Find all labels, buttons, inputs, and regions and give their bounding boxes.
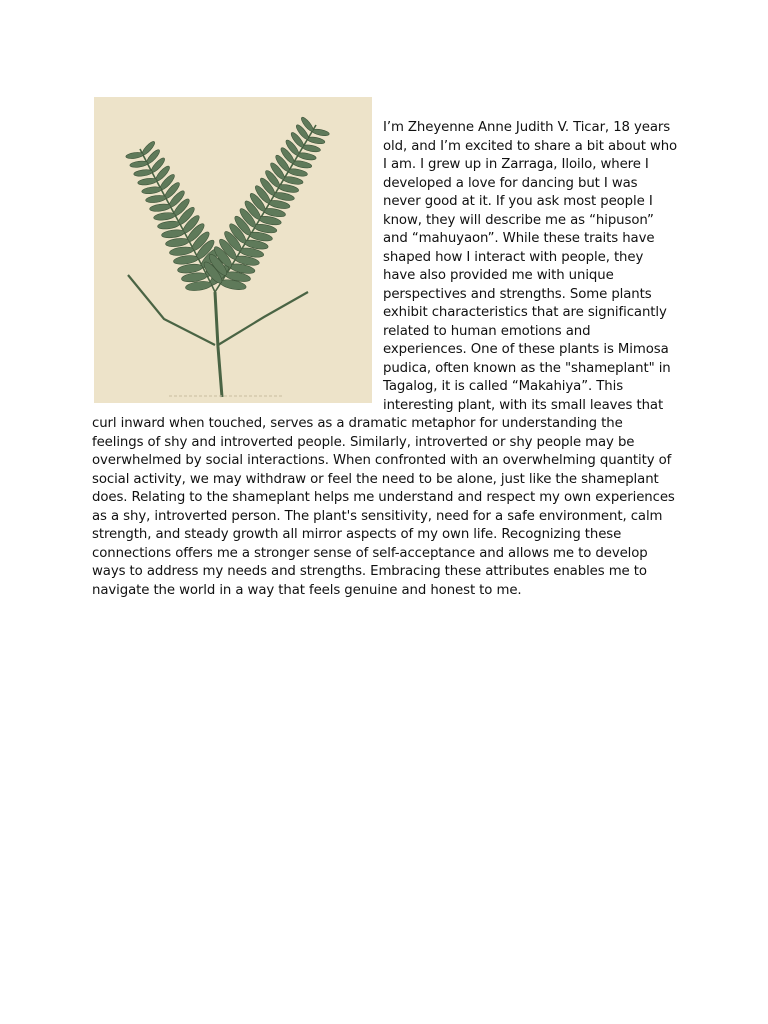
mimosa-illustration [94, 97, 372, 403]
text-block [92, 97, 678, 600]
mimosa-pudica-leaf-icon [94, 97, 372, 403]
body-paragraph: I’m Zheyenne Anne Judith V. Ticar, 18 years old, and I’m excited to share a bit about who I am. I grew up in Zarraga, Iloilo, where I developed a love for dancing but I was never good at it. If you ask most people I know, they will describe me as “hipuson” and “mahuyaon”. While these traits have shaped how I interact with people, they have also provided me with unique perspectives and strengths. Some plants exhibit characteristics that are significantly related to human emotions and experiences. One of these plants is Mimosa pudica, often known as the "shameplant" in Tagalog, it is called “Makahiya”. This interesting plant, with its small leaves that curl inward when touched, serves as a dramatic metaphor for understanding the feelings of shy and introverted people. Similarly, introverted or shy people may be overwhelmed by social interactions. When confronted with an overwhelming quantity of social activity, we may withdraw or feel the need to be alone, just like the shameplant does. Relating to the shameplant helps me understand and respect my own experiences as a shy, introverted person. The plant's sensitivity, need for a safe environment, calm strength, and steady growth all mirror aspects of my own life. Recognizing these connections offers me a stronger sense of self-acceptance and allows me to develop ways to address my needs and strengths. Embracing these attributes enables me to navigate the world in a way that feels genuine and honest to me. [92, 120, 678, 598]
